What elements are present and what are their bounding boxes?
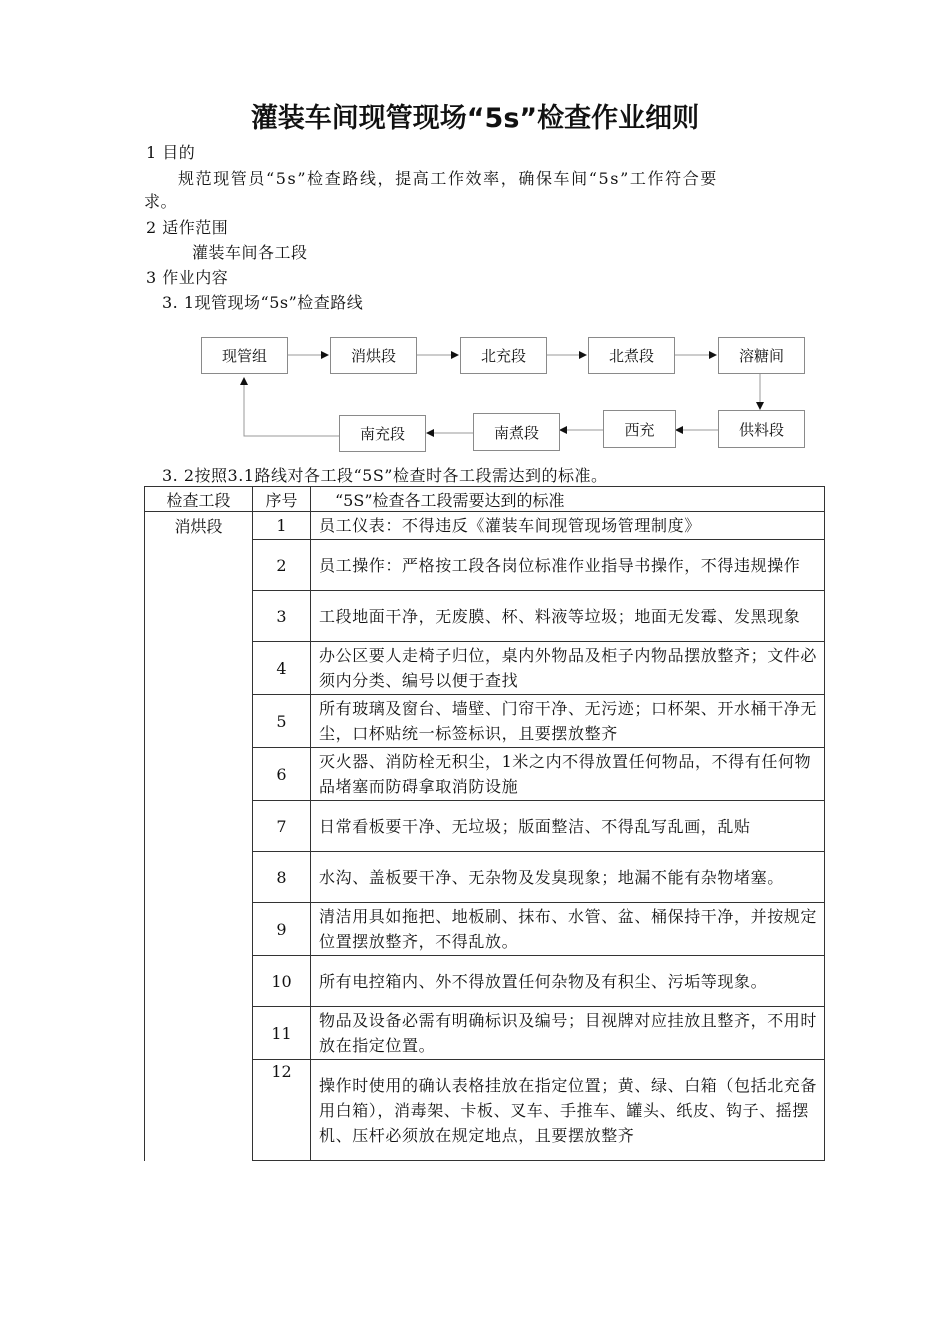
row-standard: 办公区要人走椅子归位，桌内外物品及柜子内物品摆放整齐；文件必须内分类、编号以便于查找: [311, 642, 825, 695]
section-3-2-heading: 3. 2按照3.1路线对各工段“5S”检查时各工段需达到的标准。: [162, 466, 608, 485]
row-standard: 灭火器、消防栓无积尘，1米之内不得放置任何物品，不得有任何物品堵塞而防碍拿取消防设施: [311, 748, 825, 801]
row-number: 9: [253, 903, 311, 956]
table-header-row: [145, 487, 825, 512]
row-standard: 所有玻璃及窗台、墙壁、门帘干净、无污迹；口杯架、开水桶干净无尘，口杯贴统一标签标识，且要摆放整齐: [311, 695, 825, 748]
row-standard: 工段地面干净，无废膜、杯、料液等垃圾；地面无发霉、发黑现象: [311, 591, 825, 642]
section-1-body-cont: 求。: [144, 192, 178, 211]
header-number: 序号: [253, 487, 311, 512]
row-number: 1: [253, 512, 311, 540]
section-1-body: 规范现管员“5s”检查路线，提高工作效率，确保车间“5s”工作符合要: [178, 169, 718, 188]
row-number: 10: [253, 956, 311, 1007]
flow-node-nanzhuduan: 南煮段: [473, 413, 560, 451]
row-standard: 操作时使用的确认表格挂放在指定位置；黄、绿、白箱（包括北充备用白箱），消毒架、卡板、叉车、手推车、罐头、纸皮、钩子、摇摆机、压杆必须放在规定地点，且要摆放整齐: [311, 1060, 825, 1161]
row-standard: 员工操作：严格按工段各岗位标准作业指导书操作，不得违规操作: [311, 540, 825, 591]
header-standard: “5S”检查各工段需要达到的标准: [311, 487, 825, 512]
section-2-body: 灌装车间各工段: [192, 243, 308, 262]
flow-node-nanchongduan: 南充段: [339, 415, 426, 452]
row-standard: 日常看板要干净、无垃圾；版面整洁、不得乱写乱画，乱贴: [311, 801, 825, 852]
flow-node-xiaohongduan: 消烘段: [330, 337, 417, 374]
row-standard: 清洁用具如拖把、地板刷、抹布、水管、盆、桶保持干净，并按规定位置摆放整齐，不得乱放。: [311, 903, 825, 956]
flow-node-xichong: 西充: [603, 410, 676, 448]
section-3-1-heading: 3. 1现管现场“5s”检查路线: [162, 293, 364, 312]
route-flowchart-arrows: [0, 0, 950, 470]
flow-node-gongliaoduan: 供料段: [718, 410, 805, 448]
row-number: 5: [253, 695, 311, 748]
stage-cell: 消烘段: [145, 512, 253, 1161]
row-standard: 所有电控箱内、外不得放置任何杂物及有积尘、污垢等现象。: [311, 956, 825, 1007]
row-number: 6: [253, 748, 311, 801]
row-number: 12: [253, 1060, 311, 1161]
row-standard: 物品及设备必需有明确标识及编号；目视牌对应挂放且整齐，不用时放在指定位置。: [311, 1007, 825, 1060]
flow-node-beichongduan: 北充段: [460, 337, 547, 374]
section-2-heading: 2 适作范围: [146, 218, 229, 237]
header-stage: 检查工段: [145, 487, 253, 512]
row-number: 3: [253, 591, 311, 642]
section-3-heading: 3 作业内容: [146, 268, 229, 287]
flow-node-xianguanzu: 现管组: [201, 337, 288, 374]
flow-node-beizhuduan: 北煮段: [588, 337, 675, 374]
row-number: 8: [253, 852, 311, 903]
standards-table: [144, 486, 825, 1161]
section-1-heading: 1 目的: [146, 143, 196, 162]
row-standard: 员工仪表：不得违反《灌装车间现管现场管理制度》: [311, 512, 825, 540]
row-number: 2: [253, 540, 311, 591]
row-standard: 水沟、盖板要干净、无杂物及发臭现象；地漏不能有杂物堵塞。: [311, 852, 825, 903]
flow-arrow-return: [244, 378, 339, 436]
flow-node-rongtangjian: 溶糖间: [718, 337, 805, 374]
table-row: [145, 512, 825, 540]
row-number: 11: [253, 1007, 311, 1060]
row-number: 7: [253, 801, 311, 852]
row-number: 4: [253, 642, 311, 695]
page-title: 灌装车间现管现场“5s”检查作业细则: [250, 103, 700, 134]
